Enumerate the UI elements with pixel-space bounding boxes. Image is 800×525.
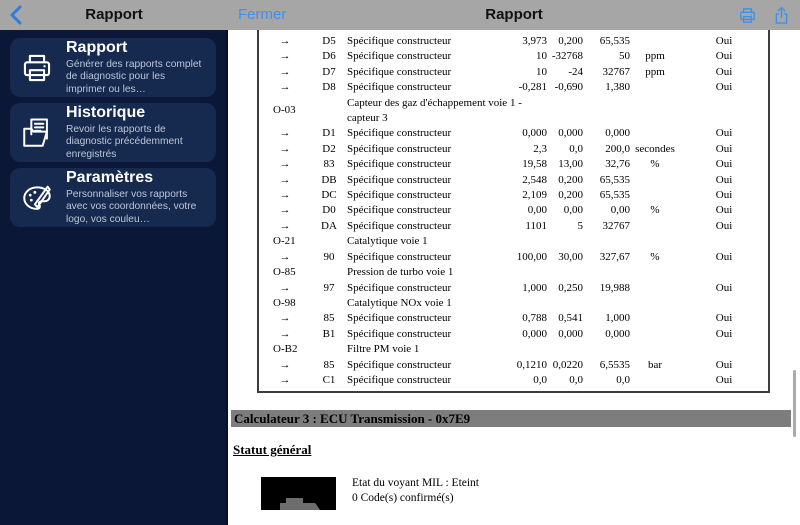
- row-code: 90: [323, 250, 335, 263]
- row-value: 3,973: [522, 35, 547, 47]
- row-label: Spécifique constructeur: [347, 158, 452, 171]
- palette-icon: [20, 181, 54, 215]
- row-unit: ppm: [645, 50, 665, 63]
- row-arrow: →: [279, 173, 291, 186]
- row-code: 83: [323, 158, 335, 171]
- row-min: 0,000: [558, 327, 583, 340]
- row-label: Spécifique constructeur: [347, 173, 452, 186]
- sidebar-item-rapport[interactable]: [10, 38, 216, 97]
- table-row: [259, 157, 768, 172]
- row-confirmed: Oui: [715, 50, 733, 63]
- row-max: 19,988: [599, 281, 630, 294]
- row-unit: [630, 311, 680, 326]
- row-confirmed: Oui: [715, 358, 733, 371]
- row-min: -0,690: [554, 81, 583, 94]
- row-confirmed: Oui: [715, 250, 733, 263]
- row-value: 0,0: [533, 373, 547, 386]
- row-max: 0,000: [605, 127, 630, 140]
- row-arrow: →: [279, 281, 291, 294]
- codes-confirmed-text: 0 Code(s) confirmé(s): [352, 492, 454, 504]
- row-arrow: →: [279, 50, 291, 63]
- row-label: Spécifique constructeur: [347, 35, 452, 47]
- row-unit: ppm: [645, 65, 665, 78]
- row-label: Spécifique constructeur: [347, 189, 452, 202]
- group-code: O-98: [273, 296, 296, 309]
- sidebar-item-description: Personnaliser vos rapports avec vos coordonnées, votre logo, vos couleu…: [66, 188, 197, 225]
- row-max: 32,76: [605, 158, 630, 171]
- modal-title: Rapport: [485, 6, 543, 23]
- row-code: D7: [322, 65, 336, 78]
- row-label: Spécifique constructeur: [347, 142, 452, 155]
- sidebar-item-title: Historique: [66, 103, 146, 121]
- row-value: 0,000: [522, 327, 547, 340]
- row-unit: [630, 34, 680, 49]
- row-code: DB: [321, 173, 337, 186]
- sidebar-item-historique[interactable]: [10, 103, 216, 162]
- table-row: [259, 80, 768, 95]
- row-label: Spécifique constructeur: [347, 81, 452, 94]
- section-header-bar: Calculateur 3 : ECU Transmission - 0x7E9: [231, 410, 791, 427]
- engine-icon: [280, 503, 320, 510]
- row-arrow: →: [279, 81, 291, 94]
- row-confirmed: Oui: [715, 327, 733, 340]
- row-max: 32767: [602, 219, 630, 232]
- table-row: [259, 219, 768, 234]
- row-code: DC: [321, 189, 337, 202]
- print-icon[interactable]: [738, 6, 757, 25]
- row-code: D6: [322, 50, 336, 63]
- row-code: C1: [322, 373, 336, 386]
- sidebar-title: Rapport: [85, 6, 143, 23]
- row-code: B1: [322, 327, 336, 340]
- table-row: [259, 173, 768, 188]
- table-row: [259, 311, 768, 326]
- row-confirmed: Oui: [715, 281, 733, 294]
- table-row: [259, 358, 768, 373]
- sidebar-item-title: Paramètres: [66, 168, 154, 186]
- row-confirmed: Oui: [715, 219, 733, 232]
- row-min: 0,0220: [552, 358, 583, 371]
- row-label: Spécifique constructeur: [347, 327, 452, 340]
- row-min: -32768: [551, 50, 583, 63]
- row-value: 0,788: [522, 312, 547, 325]
- row-min: 30,00: [558, 250, 583, 263]
- group-code: O-03: [273, 104, 296, 117]
- mil-status-text: Etat du voyant MIL : Eteint: [352, 477, 480, 489]
- row-confirmed: Oui: [715, 35, 733, 47]
- modal-header: [228, 0, 800, 30]
- row-unit: [630, 126, 680, 141]
- row-code: 85: [323, 358, 335, 371]
- table-row: [259, 96, 768, 127]
- row-unit: %: [650, 204, 660, 217]
- row-code: 85: [323, 312, 335, 325]
- row-value: 2,548: [522, 173, 547, 186]
- table-row: [259, 65, 768, 80]
- row-arrow: →: [279, 327, 291, 340]
- row-unit: [630, 327, 680, 342]
- sidebar-item-text: [66, 104, 206, 162]
- row-min: 13,00: [558, 158, 583, 171]
- row-confirmed: Oui: [715, 173, 733, 186]
- row-confirmed: Oui: [715, 158, 733, 171]
- row-unit: [630, 173, 680, 188]
- table-row: [259, 250, 768, 265]
- sidebar-header: [0, 0, 228, 30]
- group-label: Catalytique NOx voie 1: [347, 296, 452, 309]
- row-code: 97: [323, 281, 335, 294]
- table-row: [259, 49, 768, 64]
- row-arrow: →: [279, 127, 291, 140]
- row-min: 0,250: [558, 281, 583, 294]
- sidebar-item-text: [66, 39, 206, 97]
- sidebar-item-parametres[interactable]: [10, 168, 216, 227]
- sidebar-item-description: Générer des rapports complet de diagnostic pour les imprimer ou les…: [66, 58, 202, 95]
- table-row: [259, 34, 768, 49]
- row-max: 0,000: [605, 327, 630, 340]
- table-row: [259, 296, 768, 311]
- row-min: 0,00: [563, 204, 583, 217]
- row-max: 1,000: [605, 312, 630, 325]
- share-icon[interactable]: [772, 6, 791, 25]
- row-value: 1101: [525, 219, 547, 232]
- row-max: 65,535: [599, 35, 630, 47]
- scrollbar[interactable]: [793, 370, 796, 437]
- group-label: Catalytique voie 1: [347, 235, 428, 248]
- row-max: 0,00: [610, 204, 630, 217]
- row-label: Spécifique constructeur: [347, 50, 452, 63]
- table-row: [259, 126, 768, 141]
- row-confirmed: Oui: [715, 81, 733, 94]
- close-button[interactable]: Fermer: [238, 0, 286, 30]
- row-min: -24: [568, 65, 583, 78]
- row-max: 50: [619, 50, 630, 63]
- row-value: 0,1210: [516, 358, 547, 371]
- row-arrow: →: [279, 250, 291, 263]
- row-label: Spécifique constructeur: [347, 219, 452, 232]
- row-unit: %: [650, 250, 660, 263]
- table-row: [259, 234, 768, 249]
- row-max: 65,535: [599, 173, 630, 186]
- group-code: O-B2: [273, 343, 298, 356]
- status-heading: Statut général: [233, 442, 312, 457]
- row-arrow: →: [279, 142, 291, 155]
- row-unit: [630, 373, 680, 388]
- row-min: 0,200: [558, 173, 583, 186]
- group-code: O-21: [273, 235, 296, 248]
- row-arrow: →: [279, 358, 291, 371]
- row-arrow: →: [279, 312, 291, 325]
- row-min: 0,000: [558, 127, 583, 140]
- row-value: 100,00: [516, 250, 547, 263]
- group-label: Capteur des gaz d'échappement voie 1 - capteur 3: [347, 96, 522, 125]
- row-value: 2,109: [522, 189, 547, 202]
- row-unit: [630, 80, 680, 95]
- row-unit: [630, 219, 680, 234]
- row-confirmed: Oui: [715, 312, 733, 325]
- report-table: [257, 30, 770, 393]
- row-label: Spécifique constructeur: [347, 312, 452, 325]
- row-min: 0,0: [569, 142, 583, 155]
- row-max: 32767: [602, 65, 630, 78]
- row-max: 327,67: [599, 250, 630, 263]
- row-max: 200,0: [605, 142, 630, 155]
- table-row: [259, 203, 768, 218]
- row-arrow: →: [279, 189, 291, 202]
- sidebar-item-description: Revoir les rapports de diagnostic précédemment enregistrés: [66, 123, 183, 160]
- row-unit: [630, 281, 680, 296]
- table-row: [259, 373, 768, 388]
- group-label: Pression de turbo voie 1: [347, 266, 454, 279]
- row-label: Spécifique constructeur: [347, 204, 452, 217]
- row-confirmed: Oui: [715, 204, 733, 217]
- row-unit: %: [650, 158, 660, 171]
- row-unit: secondes: [635, 142, 675, 155]
- row-arrow: →: [279, 35, 291, 47]
- row-code: D2: [322, 142, 336, 155]
- top-navigation-bar: [0, 0, 800, 30]
- row-code: DA: [321, 219, 337, 232]
- table-row: [259, 188, 768, 203]
- table-row: [259, 265, 768, 280]
- row-label: Spécifique constructeur: [347, 65, 452, 78]
- row-code: D0: [322, 204, 336, 217]
- row-label: Spécifique constructeur: [347, 250, 452, 263]
- row-confirmed: Oui: [715, 65, 733, 78]
- row-value: 10: [536, 65, 547, 78]
- printer-icon: [20, 51, 54, 85]
- row-arrow: →: [279, 65, 291, 78]
- app-body: [0, 30, 800, 525]
- table-row: [259, 142, 768, 157]
- row-unit: [630, 188, 680, 203]
- row-confirmed: Oui: [715, 189, 733, 202]
- row-value: 0,00: [527, 204, 547, 217]
- row-confirmed: Oui: [715, 373, 733, 386]
- row-value: 1,000: [522, 281, 547, 294]
- row-min: 5: [577, 219, 583, 232]
- row-unit: bar: [647, 358, 663, 371]
- row-label: Spécifique constructeur: [347, 281, 452, 294]
- row-value: 10: [536, 50, 547, 63]
- sidebar-item-title: Rapport: [66, 38, 128, 56]
- row-min: 0,200: [558, 35, 583, 47]
- row-value: 2,3: [533, 142, 547, 155]
- report-preview: [228, 30, 800, 525]
- row-value: 0,000: [522, 127, 547, 140]
- group-code: O-85: [273, 266, 296, 279]
- row-label: Spécifique constructeur: [347, 127, 452, 140]
- row-max: 6,5535: [599, 358, 630, 371]
- row-code: D1: [322, 127, 336, 140]
- engine-icon-top: [286, 498, 303, 503]
- mil-lamp-image: [261, 477, 336, 510]
- history-icon: [20, 116, 54, 150]
- row-max: 65,535: [599, 189, 630, 202]
- row-code: D5: [322, 35, 336, 47]
- sidebar: [0, 30, 228, 525]
- header-actions: [738, 0, 791, 30]
- sidebar-item-text: [66, 169, 206, 227]
- row-min: 0,541: [558, 312, 583, 325]
- row-confirmed: Oui: [715, 127, 733, 140]
- row-code: D8: [322, 81, 336, 94]
- table-row: [259, 342, 768, 357]
- group-label: Filtre PM voie 1: [347, 343, 420, 356]
- row-arrow: →: [279, 158, 291, 171]
- row-min: 0,0: [569, 373, 583, 386]
- row-label: Spécifique constructeur: [347, 373, 452, 386]
- row-value: 19,58: [522, 158, 547, 171]
- row-value: -0,281: [518, 81, 547, 94]
- row-arrow: →: [279, 204, 291, 217]
- row-max: 0,0: [616, 373, 630, 386]
- mil-status-block: [352, 476, 479, 506]
- row-min: 0,200: [558, 189, 583, 202]
- table-row: [259, 281, 768, 296]
- row-label: Spécifique constructeur: [347, 358, 452, 371]
- row-arrow: →: [279, 373, 291, 386]
- row-arrow: →: [279, 219, 291, 232]
- row-max: 1,380: [605, 81, 630, 94]
- table-row: [259, 327, 768, 342]
- row-confirmed: Oui: [715, 142, 733, 155]
